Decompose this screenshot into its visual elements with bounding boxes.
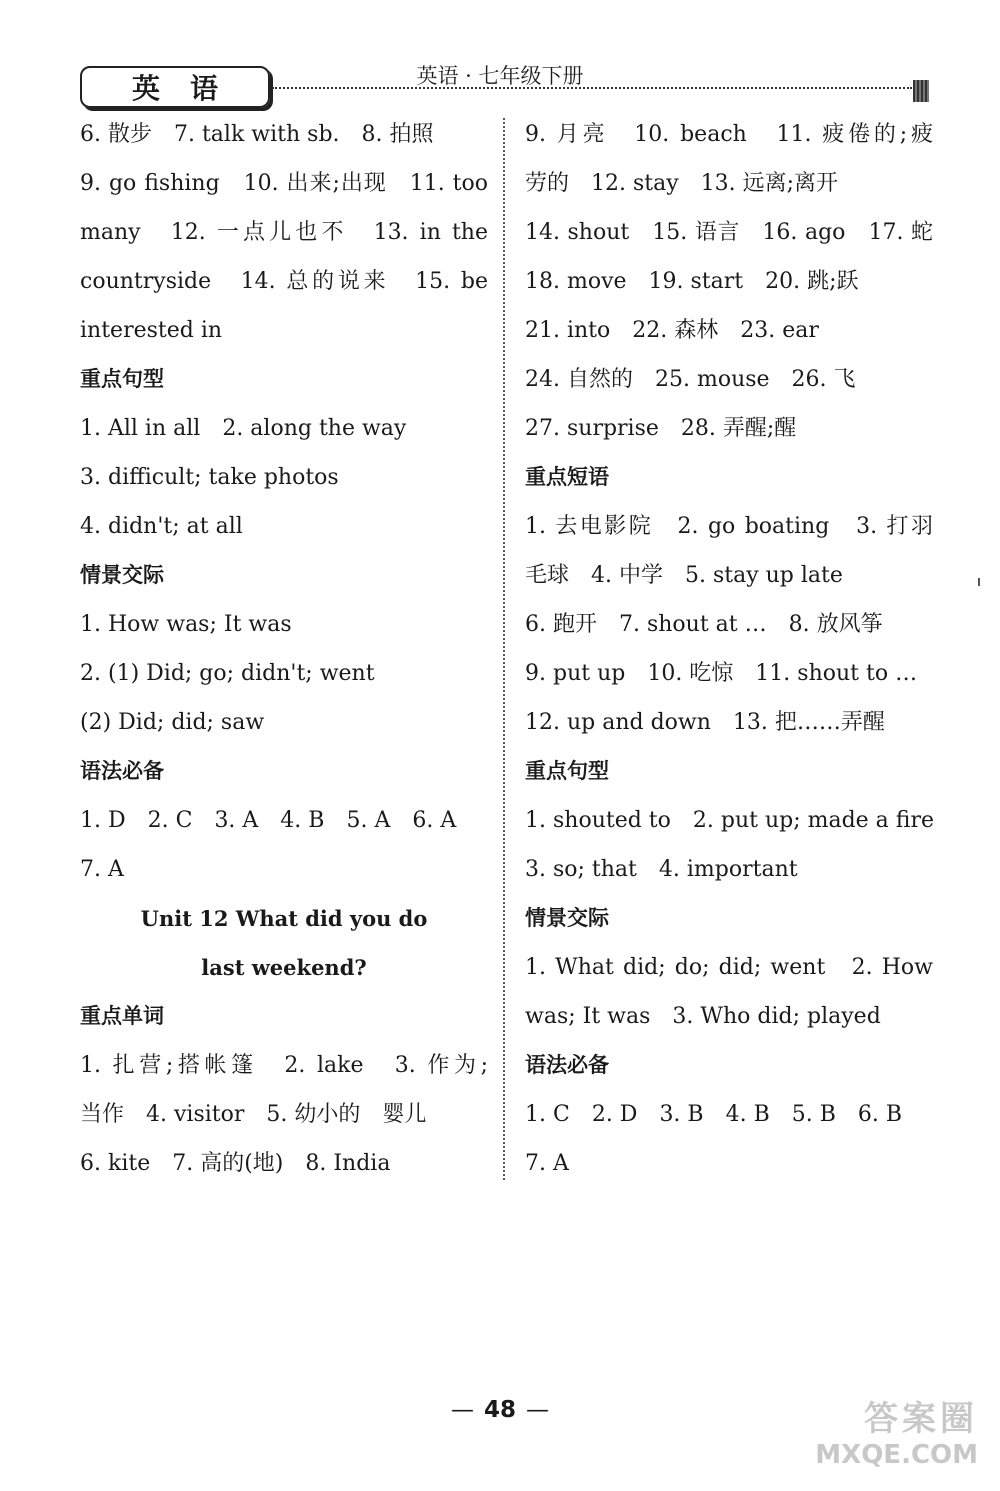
answer-line: 1. What did; do; did; went 2. How — [525, 955, 933, 980]
answer-line: 1. D 2. C 3. A 4. B 5. A 6. A — [80, 808, 457, 833]
answer-line: 9. go fishing 10. 出来;出现 11. too — [80, 171, 488, 196]
answer-line: 24. 自然的 25. mouse 26. 飞 — [525, 367, 856, 392]
answer-line: many 12. 一点儿也不 13. in the — [80, 220, 488, 245]
section-heading: 语法必备 — [80, 759, 164, 783]
section-heading: 情景交际 — [80, 563, 164, 587]
answer-line: 1. 扎营;搭帐篷 2. lake 3. 作为; — [80, 1053, 488, 1078]
answer-line: 6. 散步 7. talk with sb. 8. 拍照 — [80, 122, 434, 147]
answer-line: countryside 14. 总的说来 15. be — [80, 269, 488, 294]
answer-line: 9. 月亮 10. beach 11. 疲倦的;疲 — [525, 122, 933, 147]
answer-line: 7. A — [525, 1151, 569, 1176]
section-heading: 重点句型 — [525, 759, 609, 783]
answer-line: 21. into 22. 森林 23. ear — [525, 318, 819, 343]
answer-line: 9. put up 10. 吃惊 11. shout to … — [525, 661, 918, 686]
watermark — [768, 1391, 978, 1481]
section-heading: 重点短语 — [525, 465, 609, 489]
answer-line: 2. (1) Did; go; didn't; went — [80, 661, 375, 686]
answer-line: 6. 跑开 7. shout at … 8. 放风筝 — [525, 612, 883, 637]
answer-line: 1. 去电影院 2. go boating 3. 打羽 — [525, 514, 933, 539]
answer-line: 4. didn't; at all — [80, 514, 243, 539]
section-heading: 语法必备 — [525, 1053, 609, 1077]
page-number: — 48 — — [450, 1397, 549, 1423]
header-decoration-icon — [913, 80, 929, 102]
right-column — [525, 110, 933, 1188]
answer-line: 当作 4. visitor 5. 幼小的 婴儿 — [80, 1102, 427, 1127]
answer-line: 14. shout 15. 语言 16. ago 17. 蛇 — [525, 220, 933, 245]
answer-line: interested in — [80, 318, 223, 343]
page-number-value: 48 — [483, 1397, 516, 1423]
answer-line: 1. How was; It was — [80, 612, 292, 637]
watermark-url: MXQE.COM — [815, 1440, 978, 1470]
column-divider — [503, 118, 505, 1180]
answer-line: 18. move 19. start 20. 跳;跃 — [525, 269, 859, 294]
unit-title: Unit 12 What did you do — [140, 906, 428, 931]
answer-line: 27. surprise 28. 弄醒;醒 — [525, 416, 797, 441]
answer-line: was; It was 3. Who did; played — [525, 1004, 881, 1029]
answer-line: 3. difficult; take photos — [80, 465, 339, 490]
answer-line: 1. All in all 2. along the way — [80, 416, 407, 441]
answer-line: 12. up and down 13. 把……弄醒 — [525, 710, 885, 735]
watermark-logo-text: 答案圈 — [864, 1399, 978, 1439]
answer-line: 7. A — [80, 857, 124, 882]
answer-line: 6. kite 7. 高的(地) 8. India — [80, 1151, 391, 1176]
answer-line: 1. C 2. D 3. B 4. B 5. B 6. B — [525, 1102, 903, 1127]
left-column — [80, 110, 488, 1188]
answer-line: 毛球 4. 中学 5. stay up late — [525, 563, 843, 588]
subject-tab-label: 英语 — [131, 72, 248, 105]
answer-line: 3. so; that 4. important — [525, 857, 798, 882]
unit-title: last weekend? — [201, 955, 367, 980]
section-heading: 重点句型 — [80, 367, 164, 391]
section-heading: 重点单词 — [80, 1004, 164, 1028]
section-heading: 情景交际 — [525, 906, 609, 930]
answer-line: 1. shouted to 2. put up; made a fire — [525, 808, 934, 833]
answer-line: 劳的 12. stay 13. 远离;离开 — [525, 171, 839, 196]
header-title: 英语 · 七年级下册 — [416, 64, 584, 88]
answer-line: (2) Did; did; saw — [80, 710, 265, 735]
margin-mark — [978, 578, 980, 586]
